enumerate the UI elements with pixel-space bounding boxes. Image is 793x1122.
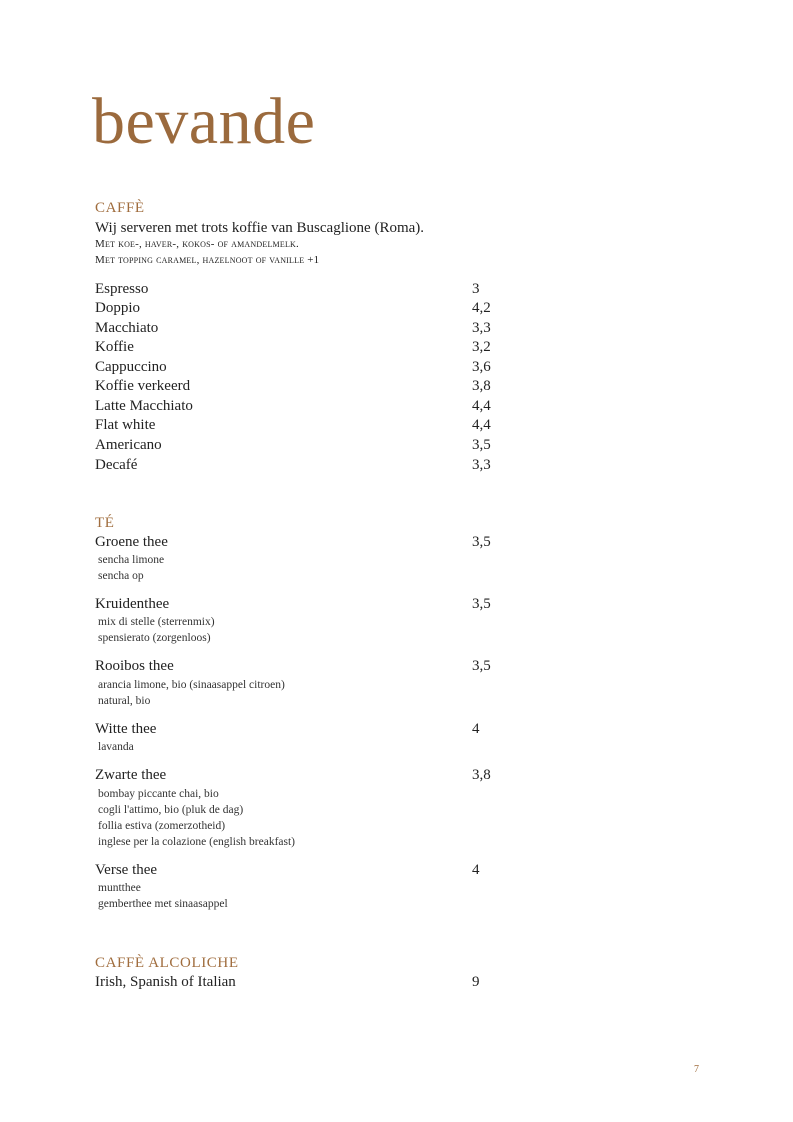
item-price: 4,4: [472, 417, 491, 433]
menu-item-macchiato: [95, 318, 515, 338]
item-name: Irish, Spanish of Italian: [95, 974, 236, 990]
item-price: 3,5: [472, 534, 491, 550]
item-price: 9: [472, 974, 480, 990]
item-price: 3,3: [472, 457, 491, 473]
tea-variant: spensierato (zorgenloos): [98, 632, 211, 644]
item-name: Macchiato: [95, 320, 159, 336]
item-price: 4: [472, 862, 480, 878]
tea-variant: bombay piccante chai, bio: [98, 788, 219, 800]
menu-item-flat-white: [95, 415, 515, 435]
item-name: Espresso: [95, 281, 149, 297]
item-price: 3,5: [472, 596, 491, 612]
menu-item-rooibos-thee: [95, 656, 515, 676]
menu-item-koffie-verkeerd: [95, 376, 515, 396]
item-price: 4,4: [472, 398, 491, 414]
item-price: 3,5: [472, 658, 491, 674]
tea-variant: follia estiva (zomerzotheid): [98, 820, 226, 832]
menu-item-zwarte-thee: [95, 765, 515, 785]
menu-item-latte-macchiato: [95, 396, 515, 416]
item-name: Flat white: [95, 417, 156, 433]
tea-variant: muntthee: [98, 882, 141, 894]
menu-item-americano: [95, 435, 515, 455]
page-title: bevande: [92, 85, 316, 158]
item-price: 3,8: [472, 378, 491, 394]
item-price: 3,3: [472, 320, 491, 336]
tea-variant: gemberthee met sinaasappel: [98, 898, 228, 910]
tea-variant: lavanda: [98, 741, 134, 753]
section-heading-te: TÉ: [95, 515, 115, 531]
page-number: 7: [694, 1064, 699, 1075]
item-price: 3,2: [472, 339, 491, 355]
item-price: 3,6: [472, 359, 491, 375]
item-name: Rooibos thee: [95, 658, 174, 674]
item-name: Witte thee: [95, 721, 157, 737]
menu-item-witte-thee: [95, 719, 515, 739]
tea-variant: sencha limone: [98, 554, 165, 566]
menu-item-groene-thee: [95, 532, 515, 552]
item-price: 4,2: [472, 300, 491, 316]
item-name: Decafé: [95, 457, 138, 473]
menu-item-verse-thee: [95, 860, 515, 880]
tea-variant: cogli l'attimo, bio (pluk de dag): [98, 804, 244, 816]
menu-item-kruidenthee: [95, 594, 515, 614]
item-name: Koffie: [95, 339, 134, 355]
menu-item-irish-coffee: [95, 972, 515, 992]
tea-variant: sencha op: [98, 570, 144, 582]
section-heading-alcoliche: CAFFÈ ALCOLICHE: [95, 955, 239, 971]
item-price: 3,5: [472, 437, 491, 453]
menu-item-decafe: [95, 455, 515, 475]
item-price: 3,8: [472, 767, 491, 783]
caffe-note-milk: Met koe-, haver-, kokos- of amandelmelk.: [95, 238, 299, 250]
menu-item-espresso: [95, 279, 515, 299]
menu-item-koffie: [95, 337, 515, 357]
menu-item-cappuccino: [95, 357, 515, 377]
item-name: Groene thee: [95, 534, 168, 550]
item-price: 4: [472, 721, 480, 737]
item-name: Doppio: [95, 300, 140, 316]
item-name: Zwarte thee: [95, 767, 167, 783]
tea-variant: inglese per la colazione (english breakfast): [98, 836, 296, 848]
item-name: Americano: [95, 437, 162, 453]
menu-item-doppio: [95, 298, 515, 318]
item-name: Kruidenthee: [95, 596, 170, 612]
item-name: Verse thee: [95, 862, 158, 878]
tea-variant: arancia limone, bio (sinaasappel citroen): [98, 679, 285, 691]
tea-variant: mix di stelle (sterrenmix): [98, 616, 215, 628]
item-name: Koffie verkeerd: [95, 378, 191, 394]
item-price: 3: [472, 281, 480, 297]
section-heading-caffe: CAFFÈ: [95, 200, 145, 216]
caffe-intro: Wij serveren met trots koffie van Buscaglione (Roma).: [95, 220, 425, 236]
item-name: Latte Macchiato: [95, 398, 193, 414]
tea-variant: natural, bio: [98, 695, 151, 707]
item-name: Cappuccino: [95, 359, 167, 375]
caffe-note-topping: Met topping caramel, hazelnoot of vanille +1: [95, 254, 320, 266]
